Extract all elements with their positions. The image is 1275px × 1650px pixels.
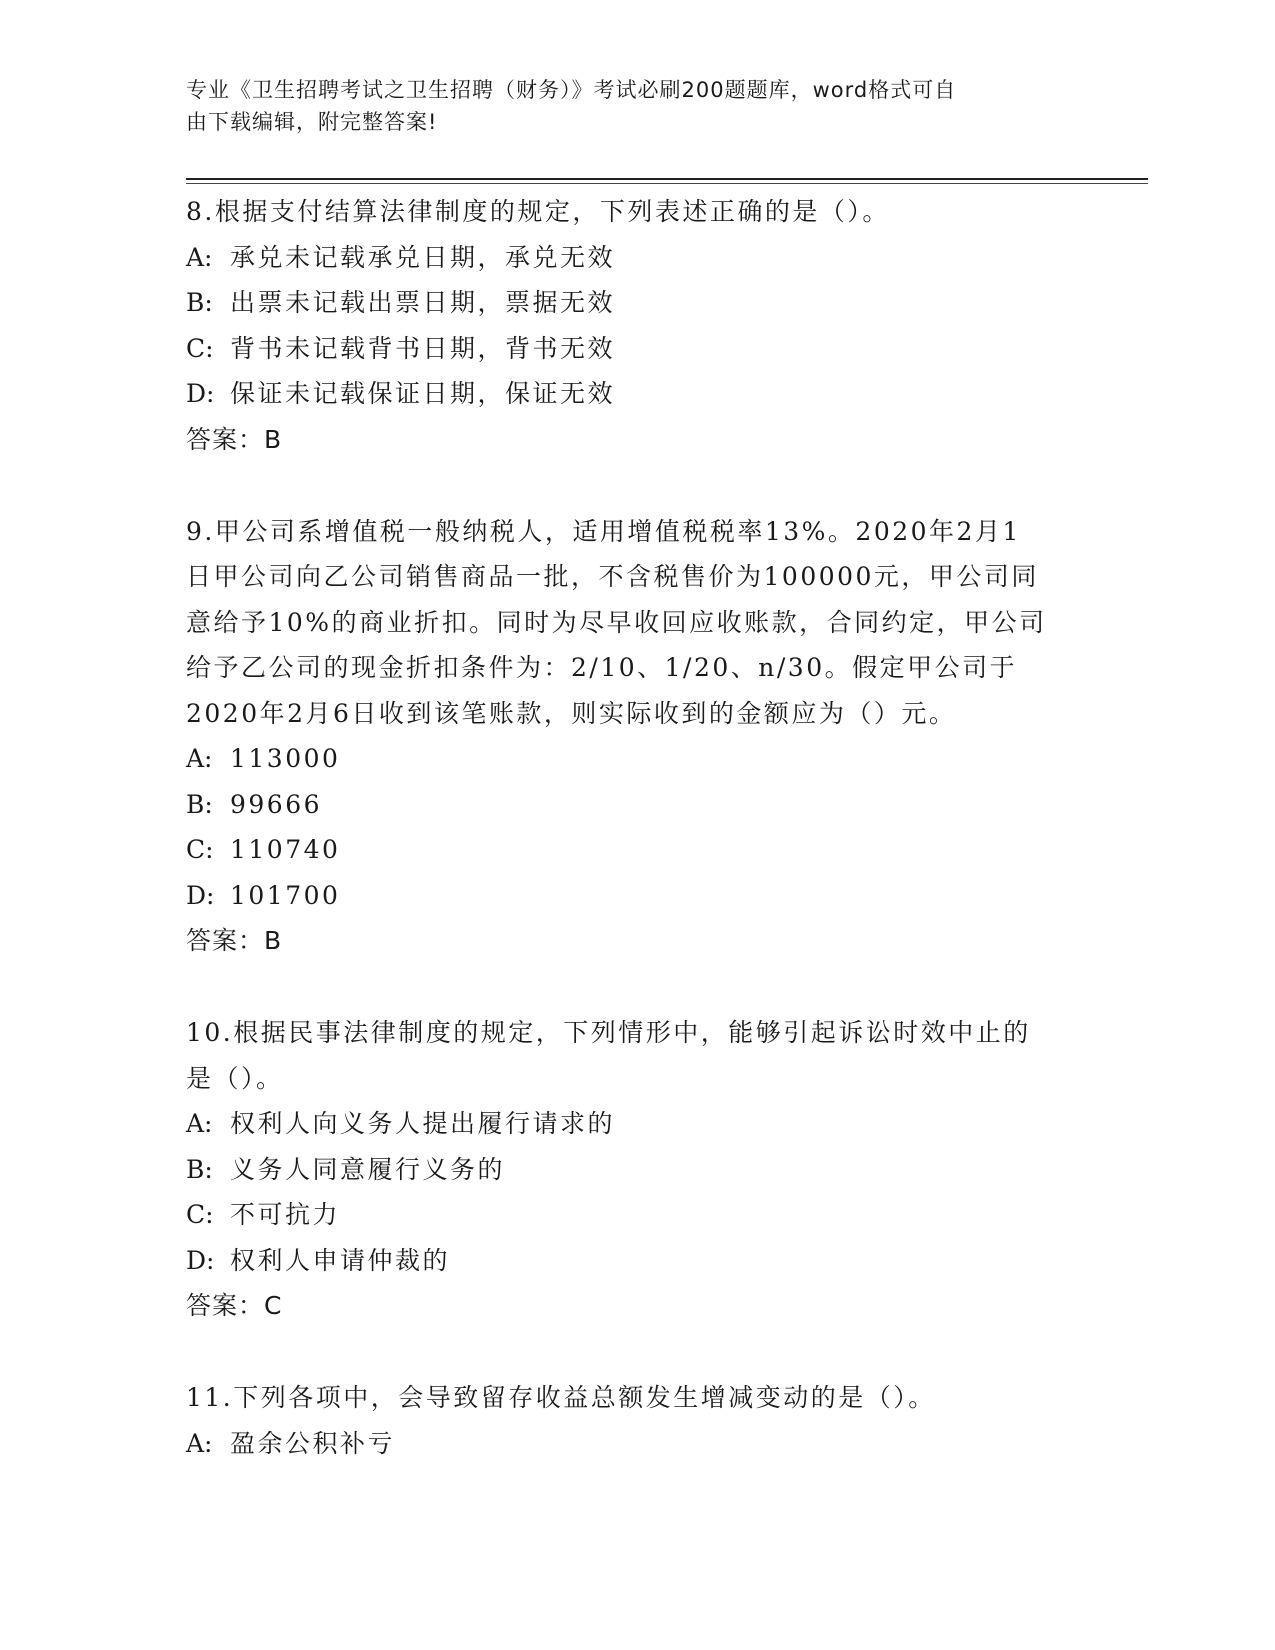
question-9 — [186, 509, 1086, 965]
option-a: A: 承兑未记载承兑日期，承兑无效 — [186, 242, 616, 272]
question-stem: 11.下列各项中，会导致留存收益总额发生增减变动的是（）。 — [186, 1383, 936, 1412]
answer: 答案：C — [186, 1291, 283, 1320]
option-b: B: 义务人同意履行义务的 — [186, 1154, 506, 1184]
option-c: C: 背书未记载背书日期，背书无效 — [186, 333, 616, 363]
question-8 — [186, 189, 1086, 463]
question-11 — [186, 1375, 1086, 1466]
header-line-1: 专业《卫生招聘考试之卫生招聘（财务）》考试必刷200题题库，word格式可自 — [186, 78, 957, 102]
option-b: B: 出票未记载出票日期，票据无效 — [186, 288, 616, 317]
question-stem-line: 9.甲公司系增值税一般纳税人，适用增值税税率13%。2020年2月1 — [186, 516, 1021, 546]
question-stem-line: 10.根据民事法律制度的规定，下列情形中，能够引起诉讼时效中止的 — [186, 1018, 1031, 1047]
question-stem-line: 意给予10%的商业折扣。同时为尽早收回应收账款，合同约定，甲公司 — [186, 607, 1047, 637]
option-b: B: 99666 — [186, 789, 323, 819]
question-stem-line: 2020年2月6日收到该笔账款，则实际收到的金额应为（）元。 — [186, 698, 957, 728]
header-divider-thin — [186, 183, 1148, 184]
option-a: A: 113000 — [186, 744, 341, 773]
question-list — [186, 189, 1086, 1512]
option-a: A: 盈余公积补亏 — [186, 1428, 396, 1458]
header-line-2: 由下载编辑，附完整答案! — [186, 110, 438, 134]
question-stem-line: 是（）。 — [186, 1063, 284, 1093]
document-header — [186, 74, 1086, 138]
option-c: C: 不可抗力 — [186, 1200, 341, 1229]
option-d: D: 保证未记载保证日期，保证无效 — [186, 379, 616, 408]
header-divider-thick — [186, 178, 1148, 180]
question-10 — [186, 1010, 1086, 1329]
option-d: D: 101700 — [186, 880, 341, 910]
question-stem: 8.根据支付结算法律制度的规定，下列表述正确的是（）。 — [186, 197, 890, 226]
question-stem-line: 给予乙公司的现金折扣条件为：2/10、1/20、n/30。假定甲公司于 — [186, 653, 1018, 682]
answer: 答案：B — [186, 424, 283, 454]
option-d: D: 权利人申请仲裁的 — [186, 1245, 451, 1275]
question-stem-line: 日甲公司向乙公司销售商品一批，不含税售价为100000元，甲公司同 — [186, 562, 1039, 591]
answer: 答案：B — [186, 926, 283, 955]
option-c: C: 110740 — [186, 835, 341, 864]
option-a: A: 权利人向义务人提出履行请求的 — [186, 1109, 616, 1138]
